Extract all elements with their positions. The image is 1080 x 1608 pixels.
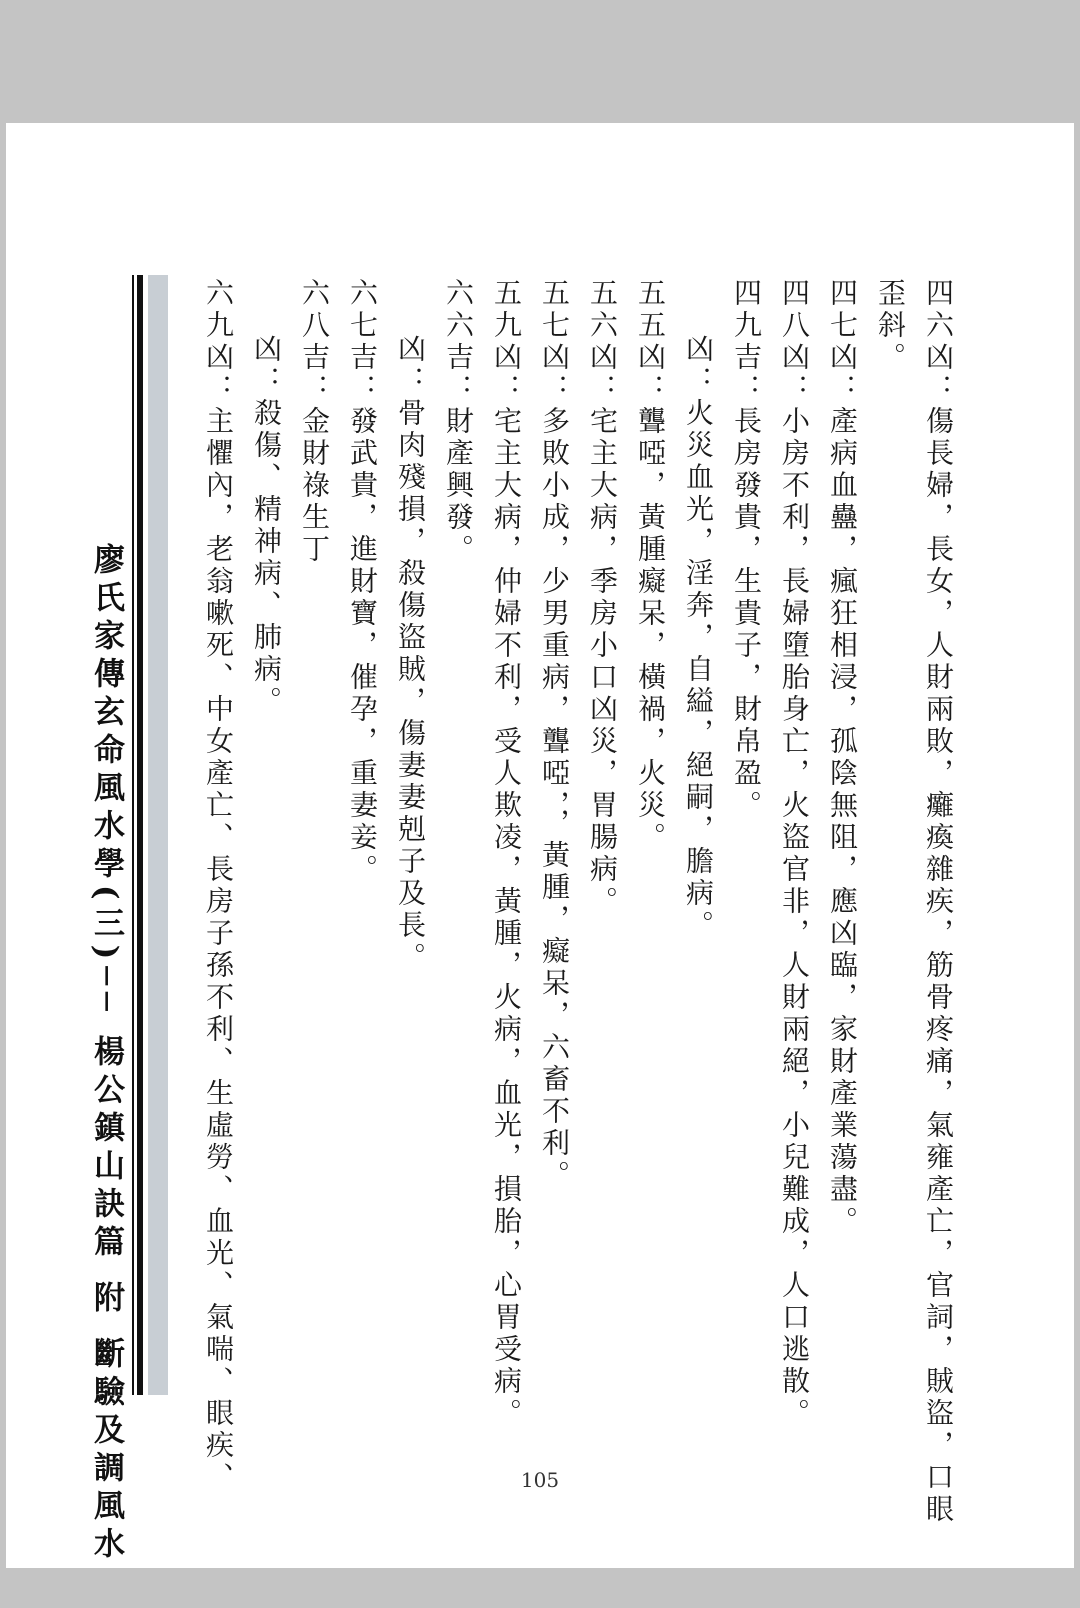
- entry-68-inauspicious: 凶：殺傷、精神病、肺病。: [250, 334, 283, 718]
- margin-thick-rule: [137, 275, 143, 1395]
- entry-66-inauspicious: 凶：骨肉殘損，殺傷盜賊，傷妻妻剋子及長。: [394, 334, 427, 974]
- entry-69: 六九凶：主懼內，老翁嗽死、中女產亡、長房子孫不利、生虛勞、血光、氣喘、眼疾、: [202, 278, 235, 1494]
- margin-thin-rule: [132, 275, 134, 1395]
- entry-47: 四七凶：產病血蠱，瘋狂相浸，孤陰無阻，應凶臨，家財產業蕩盡。: [826, 278, 859, 1238]
- entry-66-auspicious: 六六吉：財產興發。: [442, 278, 475, 566]
- entry-49-auspicious: 四九吉：長房發貴，生貴子，財帛盈。: [730, 278, 763, 822]
- main-text-column: [194, 278, 962, 1548]
- running-head-title: 廖氏家傳玄命風水學(三)── 楊公鎮山訣篇 附 斷驗及調風水: [88, 543, 124, 1566]
- entry-67: 六七吉：發武貴，進財寶，催孕，重妻妾。: [346, 278, 379, 886]
- entry-59: 五九凶：宅主大病，仲婦不利，受人欺凌，黃腫，火病，血光，損胎，心胃受病。: [490, 278, 523, 1430]
- entry-46: 四六凶：傷長婦，長女，人財兩敗，癱瘓雜疾，筋骨疼痛，氣雍產亡，官詞，賊盜，口眼歪斜。: [874, 278, 955, 1526]
- entry-49-inauspicious: 凶：火災血光，淫奔，自縊，絕嗣，膽病。: [682, 334, 715, 942]
- book-page: [6, 123, 1074, 1568]
- entry-48: 四八凶：小房不利，長婦墮胎身亡，火盜官非，人財兩絕，小兒難成，人口逃散。: [778, 278, 811, 1430]
- entry-68-auspicious: 六八吉：金財祿生丁: [298, 278, 331, 566]
- page-number: 105: [520, 1468, 560, 1492]
- margin-shade-bar: [148, 275, 168, 1395]
- entry-57: 五七凶：多敗小成，少男重病，聾啞，，黃腫，癡呆，六畜不利。: [538, 278, 571, 1192]
- entry-55: 五五凶：聾啞，黃腫癡呆，橫禍，火災。: [634, 278, 667, 854]
- entry-56: 五六凶：宅主大病，季房小口凶災，胃腸病。: [586, 278, 619, 918]
